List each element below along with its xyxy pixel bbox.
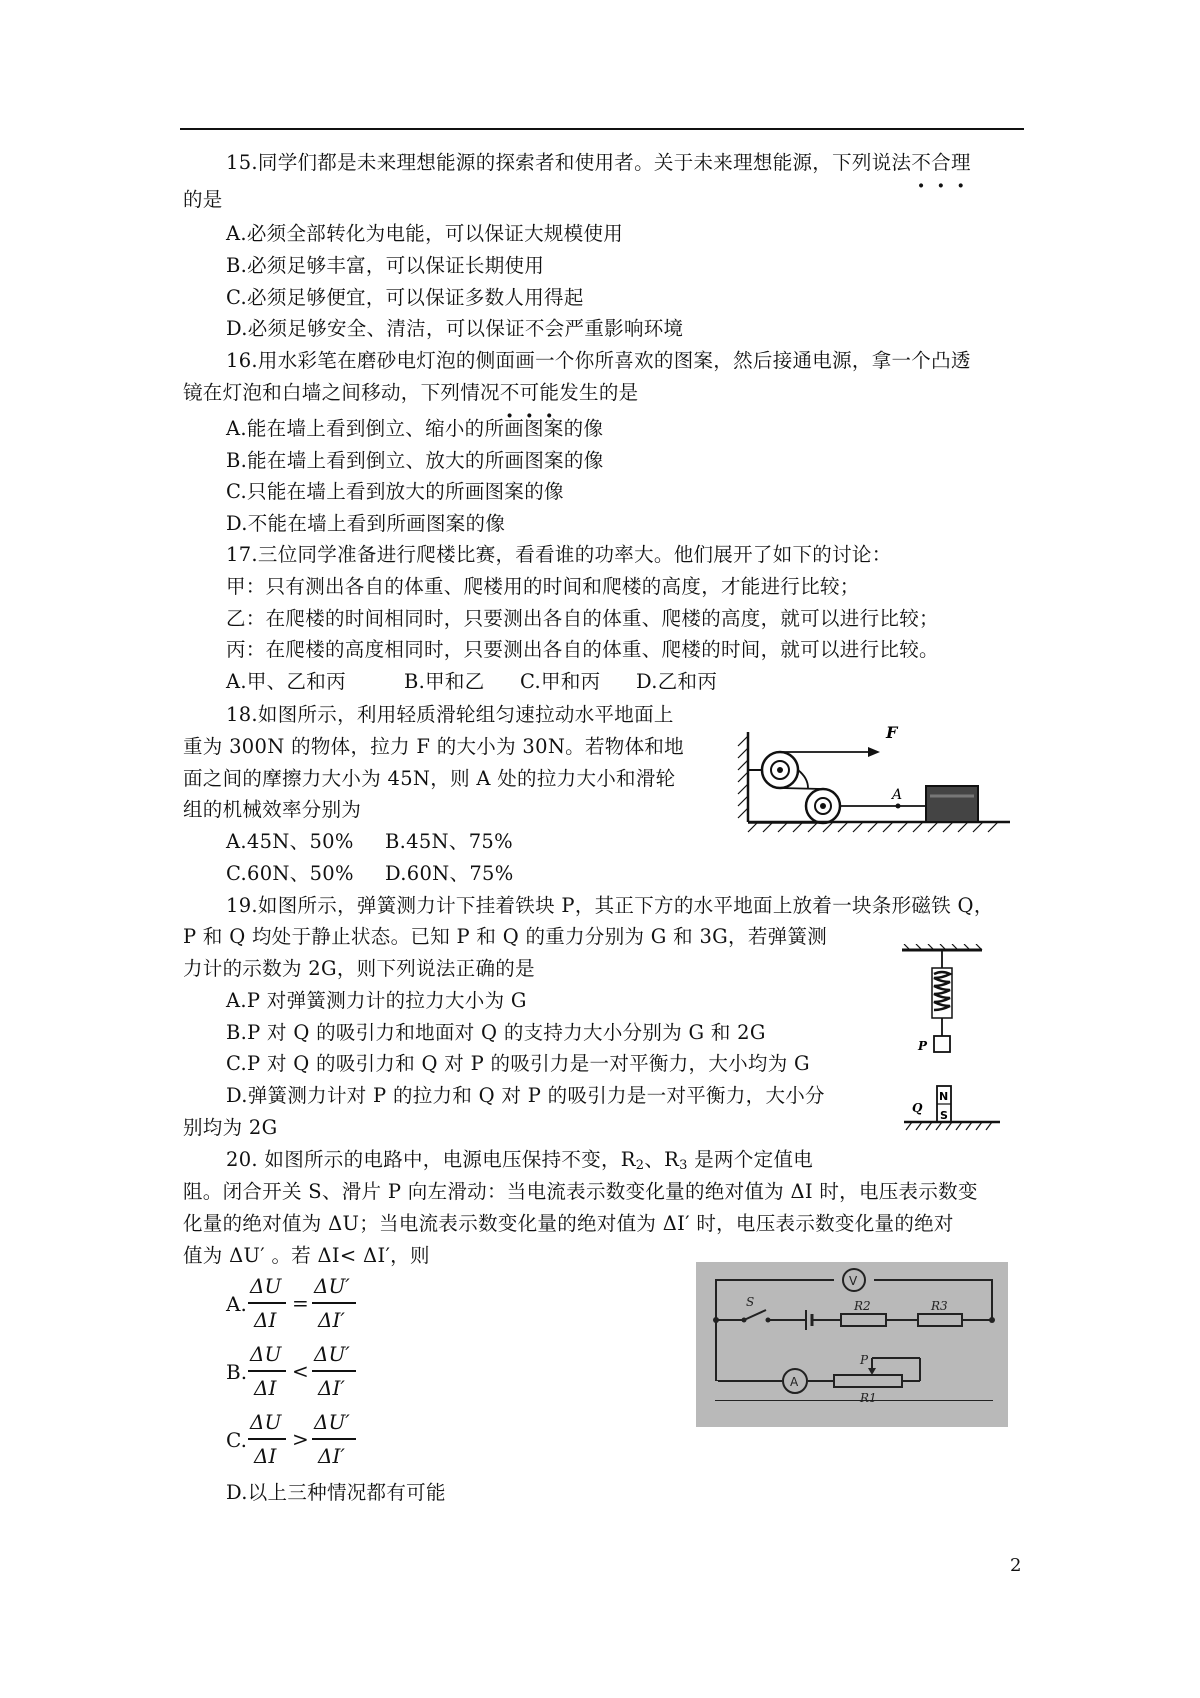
page-number: 2 (1010, 1555, 1022, 1576)
q20-option-c: C. ΔU ΔI > ΔU′ ΔI′ (226, 1408, 376, 1478)
q20-stem-1: 20. 如图所示的电路中，电源电压保持不变，$R_2$、$R_3$ 是两个定值电 (226, 1148, 814, 1173)
q17-option-b: B.甲和乙 (404, 670, 485, 693)
q17-jia: 甲：只有测出各自的体重、爬楼用的时间和爬楼的高度，才能进行比较； (226, 575, 860, 598)
q18-option-a: A.45N、50% (226, 830, 354, 853)
q17-option-d: D.乙和丙 (636, 670, 718, 693)
q16-option-a: A.能在墙上看到倒立、缩小的所画图案的像 (226, 417, 604, 440)
q18-stem-2: 重为 300N 的物体，拉力 F 的大小为 30N。若物体和地 (183, 735, 684, 758)
q19-option-a: A.P 对弹簧测力计的拉力大小为 G (226, 989, 527, 1012)
magnet-q-label: Q (912, 1101, 923, 1115)
q19-option-c: C.P 对 Q 的吸引力和 Q 对 P 的吸引力是一对平衡力，大小均为 G (226, 1052, 810, 1075)
point-a-label: A (892, 787, 903, 803)
q16-option-d: D.不能在墙上看到所画图案的像 (226, 512, 506, 535)
pulley-figure (718, 722, 1018, 840)
magnet-s-label: S (940, 1109, 948, 1122)
iron-p-label: P (918, 1039, 928, 1053)
q20-option-d: D.以上三种情况都有可能 (226, 1481, 446, 1504)
q18-option-d: D.60N、75% (385, 862, 514, 885)
q19-stem-1: 19.如图所示，弹簧测力计下挂着铁块 P，其正下方的水平地面上放着一块条形磁铁 Q， (226, 894, 994, 917)
q15-option-c: C.必须足够便宜，可以保证多数人用得起 (226, 286, 584, 309)
q15-option-d: D.必须足够安全、清洁，可以保证不会严重影响环境 (226, 317, 684, 340)
q17-yi: 乙：在爬楼的时间相同时，只要测出各自的体重、爬楼的高度，就可以进行比较； (226, 607, 939, 630)
q17-option-c: C.甲和丙 (520, 670, 601, 693)
q19-stem-2: P 和 Q 均处于静止状态。已知 P 和 Q 的重力分别为 G 和 3G，若弹簧测 (183, 925, 828, 948)
circuit-figure (696, 1262, 1008, 1427)
q17-bing: 丙：在爬楼的高度相同时，只要测出各自的体重、爬楼的时间，就可以进行比较。 (226, 638, 939, 661)
q18-option-c: C.60N、50% (226, 862, 354, 885)
q18-stem-1: 18.如图所示，利用轻质滑轮组匀速拉动水平地面上 (226, 703, 674, 726)
slider-p-label: P (860, 1353, 869, 1367)
r2-label: R2 (854, 1299, 871, 1313)
q20-stem-4: 值为 ΔU′ 。若 ΔI< ΔI′，则 (183, 1244, 430, 1267)
q19-option-d: D.弹簧测力计对 P 的拉力和 Q 对 P 的吸引力是一对平衡力，大小分 (226, 1084, 825, 1107)
q15-stem-cont: 的是 (183, 188, 223, 211)
switch-label: S (746, 1295, 755, 1309)
q17-stem: 17.三位同学准备进行爬楼比赛，看看谁的功率大。他们展开了如下的讨论： (226, 543, 892, 566)
header-rule (180, 128, 1024, 130)
q16-option-b: B.能在墙上看到倒立、放大的所画图案的像 (226, 449, 604, 472)
r3-label: R3 (931, 1299, 948, 1313)
spring-magnet-figure (860, 944, 1010, 1134)
q20-stem-2: 阻。闭合开关 S、滑片 P 向左滑动：当电流表示数变化量的绝对值为 ΔI 时，电压表示数变 (183, 1180, 978, 1203)
r1-label: R1 (860, 1391, 877, 1405)
force-label: F (886, 723, 898, 742)
q18-option-b: B.45N、75% (385, 830, 513, 853)
q15-option-a: A.必须全部转化为电能，可以保证大规模使用 (226, 222, 624, 245)
q16-stem: 16.用水彩笔在磨砂电灯泡的侧面画一个你所喜欢的图案，然后接通电源，拿一个凸透 (226, 349, 971, 372)
q15-stem: 15.同学们都是未来理想能源的探索者和使用者。关于未来理想能源，下列说法不合理 (226, 151, 971, 174)
q18-stem-3: 面之间的摩擦力大小为 45N，则 A 处的拉力大小和滑轮 (183, 767, 676, 790)
q20-option-b: B. ΔU ΔI < ΔU′ ΔI′ (226, 1340, 376, 1410)
q17-option-a: A.甲、乙和丙 (226, 670, 346, 693)
q16-option-c: C.只能在墙上看到放大的所画图案的像 (226, 480, 564, 503)
voltmeter-label: V (849, 1274, 858, 1288)
q20-option-a: A. ΔU ΔI = ΔU′ ΔI′ (226, 1272, 376, 1342)
q19-option-b: B.P 对 Q 的吸引力和地面对 Q 的支持力大小分别为 G 和 2G (226, 1021, 766, 1044)
magnet-n-label: N (939, 1090, 949, 1103)
q20-stem-3: 化量的绝对值为 ΔU；当电流表示数变化量的绝对值为 ΔI′ 时，电压表示数变化量的绝对 (183, 1212, 954, 1235)
ammeter-label: A (790, 1375, 799, 1389)
q15-option-b: B.必须足够丰富，可以保证长期使用 (226, 254, 545, 277)
q19-stem-3: 力计的示数为 2G，则下列说法正确的是 (183, 957, 535, 980)
q19-option-d-cont: 别均为 2G (183, 1116, 278, 1139)
q16-stem-cont: 镜在灯泡和白墙之间移动，下列情况不可能发生的是 (183, 381, 639, 404)
q18-stem-4: 组的机械效率分别为 (183, 798, 362, 821)
